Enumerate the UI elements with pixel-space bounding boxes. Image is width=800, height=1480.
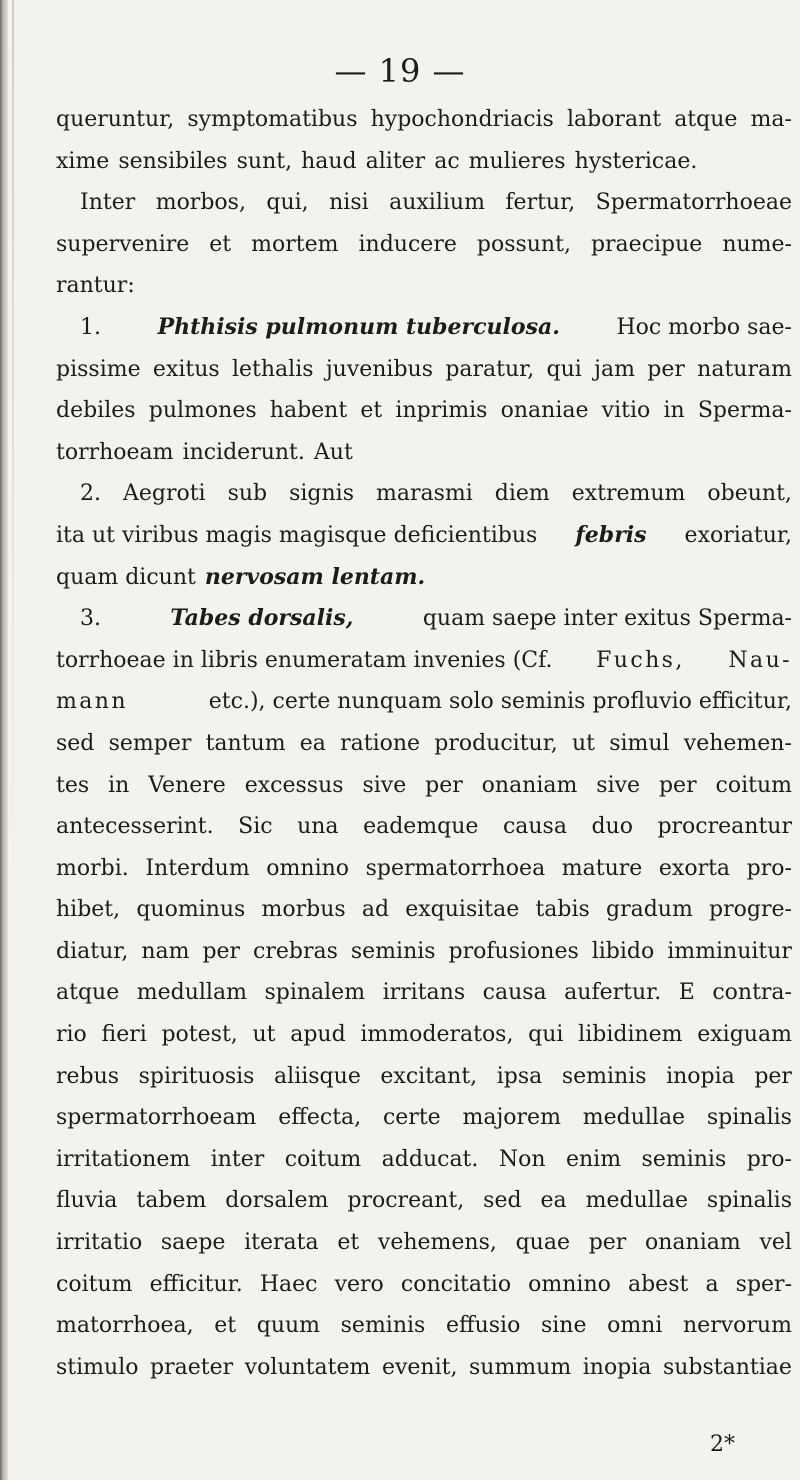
word: contra- [712,980,792,1006]
text-line [56,681,792,723]
word: potest, [161,1022,238,1048]
word: qui, [266,190,309,216]
word: substantiae [662,1354,792,1380]
word: aufertur. [564,980,662,1006]
text-fragment: torrhoeae in libris enumeratam invenies (Cf. [56,647,553,673]
word: sive [596,772,641,798]
word: summum [468,1354,572,1380]
word: exitus [152,356,220,382]
word: hystericae. [574,148,698,174]
word: nam [141,938,190,964]
word: crebras [253,938,338,964]
word: medullae [582,1105,686,1131]
word: irritans [382,980,466,1006]
word: aliter [365,148,426,174]
word: possunt, [476,231,571,257]
word: tabis [535,897,590,923]
text-line [56,931,792,973]
word: jam [594,356,635,382]
word: irritatio [56,1230,143,1256]
word: xime [56,148,110,174]
disease-name: Tabes dorsalis, [170,605,354,632]
text-line [56,972,792,1014]
word: pulmones [148,398,257,424]
text-line [56,99,792,141]
word: omnino [266,855,350,881]
word: inciderunt. [182,439,305,465]
word: et [337,1230,360,1256]
word: fertur, [505,190,576,216]
text-line [56,390,792,432]
word: aliisque [274,1063,361,1089]
text-line [56,432,792,474]
word: sine [540,1313,587,1339]
word: quominus [136,897,246,923]
word: dorsalem [225,1188,329,1214]
text-fragment: ita ut viribus magis magisque deficientibus [56,522,538,548]
word: haud [301,148,357,174]
text-line [56,182,792,224]
word: ratione [340,730,421,756]
word: iterata [244,1230,319,1256]
word: rantur: [56,273,135,299]
text-line [56,848,792,890]
word: ea [299,730,326,756]
word: irritationem [56,1146,191,1172]
word: causa [482,980,547,1006]
word: naturam [697,356,792,382]
word: inducere [358,231,457,257]
word: seminis [340,1313,426,1339]
word: hypochondriacis [370,107,554,132]
text-line [56,723,792,765]
word: morbos, [155,190,246,216]
word: effusio [445,1313,521,1339]
word: supervenire [56,231,190,257]
text-line [56,1180,792,1222]
text-line [56,765,792,807]
text-line [56,1056,792,1098]
text-line [56,141,792,183]
word: queruntur, [56,107,175,132]
word: seminis [561,1063,647,1089]
word: Spermatorrhoeae [595,190,792,216]
word: E [678,980,695,1006]
word: extremum [571,481,686,507]
word: spermatorrhoeam [56,1105,257,1131]
word: libidinem [578,1022,683,1048]
word: pro- [746,855,792,881]
word: sunt, [236,148,293,174]
disease-name: febris [575,521,647,548]
word: Haec [259,1271,318,1297]
text-fragment: quam saepe inter exitus Sperma- [422,606,792,632]
word: voluntatem [244,1354,371,1380]
word: praeter [150,1354,234,1380]
word: una [297,814,339,840]
text-fragment: quam dicunt [56,564,196,590]
word: pro- [746,1146,792,1172]
disease-name: Phthisis pulmonum tuberculosa. [157,313,560,340]
text-line [56,806,792,848]
word: exorta [658,855,731,881]
word: Sic [238,814,273,840]
word: signis [289,481,354,507]
word: habent [269,398,348,424]
word: rio [56,1022,87,1048]
word: qui [528,1022,564,1048]
word: exiguam [697,1022,792,1048]
word: evenit, [381,1354,458,1380]
word: nisi [329,190,369,216]
word: ea [540,1188,567,1214]
word: nervorum [683,1313,792,1339]
word: tantum [205,730,286,756]
text-line [56,265,792,307]
word: et [209,231,232,257]
word: Interdum [145,855,250,881]
word: medullam [136,980,247,1006]
item-number: 1. [80,314,101,340]
word: inopia [666,1063,735,1089]
word: ut [252,1022,276,1048]
word: imminuitur [667,938,792,964]
word: medullae [585,1188,688,1214]
word: procreantur [657,814,792,840]
word: coitum [56,1271,133,1297]
word: seminis [350,938,436,964]
word: in [663,398,685,424]
word: ad [361,897,390,923]
author-name: Nau- [728,647,792,673]
word: stimulo [56,1354,139,1380]
word: inter [210,1146,265,1172]
word: sed [483,1188,522,1214]
word: spirituosis [138,1063,255,1089]
word: per [658,772,697,798]
word: producitur, [434,730,558,756]
word: procreant, [347,1188,465,1214]
word: atque [674,107,738,132]
word: ma- [750,107,792,132]
word: immoderatos, [360,1022,514,1048]
author-name: Fuchs, [596,647,685,673]
signature-mark: 2* [710,1432,735,1457]
word: sed [56,730,95,756]
word: Aegroti [122,481,206,507]
word: spinalis [706,1188,792,1214]
word: per [202,938,241,964]
text-line [56,1347,792,1389]
word: saepe [160,1230,226,1256]
text-line [56,307,792,349]
word: inprimis [395,398,488,424]
word: profusiones [448,938,579,964]
word: torrhoeam [56,439,174,465]
word: certe [382,1105,441,1131]
word: libido [591,938,655,964]
text-line [56,1014,792,1056]
text-line [56,1139,792,1181]
word: exquisitae [405,897,520,923]
word: sensibiles [118,148,228,174]
word: progre- [709,897,792,923]
word: nume- [722,231,792,257]
word: efficitur. [149,1271,243,1297]
word: inopia [582,1354,652,1380]
word: diem [494,481,550,507]
word: excessus [244,772,344,798]
word: sub [227,481,268,507]
word: onaniae [500,398,589,424]
word: Aut [313,439,353,465]
word: mulieres [468,148,566,174]
word: adducat. [381,1146,479,1172]
word: semper [108,730,192,756]
word: fieri [101,1022,147,1048]
word: ac [434,148,460,174]
text-line [56,598,792,640]
text-fragment: etc.), certe nunquam solo seminis profluvio efficitur, [208,689,792,715]
word: juvenibus [325,356,434,382]
word: sive [362,772,407,798]
word: marasmi [375,481,473,507]
word: vel [759,1230,792,1256]
word: 2. [80,481,101,507]
word: paratur, [445,356,535,382]
text-fragment: exoriatur, [684,522,792,548]
page-binding-shadow [12,0,14,900]
word: fluvia [56,1188,118,1214]
word: majorem [462,1105,561,1131]
text-line [56,1305,792,1347]
word: abest [627,1271,689,1297]
word: vero [334,1271,384,1297]
word: effecta, [278,1105,362,1131]
word: onaniam [645,1230,741,1256]
text-line [56,557,792,599]
word: seminis [641,1146,727,1172]
text-line [56,224,792,266]
word: lethalis [231,356,314,382]
word: mature [561,855,643,881]
word: ut [571,730,595,756]
word: atque [56,980,120,1006]
word: sper- [735,1271,792,1297]
item-number: 3. [80,606,101,632]
word: causa [502,814,567,840]
word: Sperma- [697,398,792,424]
word: hibet, [56,897,121,923]
word: in [108,772,130,798]
text-fragment: Hoc morbo sae- [616,314,792,340]
word: Venere [148,772,226,798]
word: coitum [284,1146,362,1172]
word: mortem [251,231,339,257]
word: per [647,356,685,382]
text-line [56,1097,792,1139]
text-line [56,1222,792,1264]
word: Non [498,1146,546,1172]
word: per [588,1230,627,1256]
body-text [56,99,792,1388]
page-number: — 19 — [334,52,466,90]
word: Inter [80,190,136,216]
word: tes [56,772,90,798]
word: per [425,772,463,798]
word: eademque [363,814,479,840]
word: et [360,398,383,424]
word: enim [565,1146,622,1172]
word: tabem [136,1188,207,1214]
word: vitio [601,398,651,424]
word: onaniam [481,772,578,798]
word: praecipue [590,231,703,257]
word: per [754,1063,792,1089]
word: diatur, [56,938,129,964]
word: quae [515,1230,570,1256]
word: spermatorrhoea [365,855,546,881]
word: duo [591,814,633,840]
word: morbus [261,897,346,923]
word: pissime [56,356,141,382]
word: debiles [56,398,136,424]
word: spinalis [706,1105,792,1131]
word: quum [256,1313,321,1339]
text-line [56,889,792,931]
word: morbi. [56,855,129,881]
text-line [56,515,792,557]
text-line [56,473,792,515]
word: apud [290,1022,346,1048]
word: gradum [606,897,693,923]
word: a [705,1271,719,1297]
author-name: mann [56,689,128,715]
word: auxilium [389,190,485,216]
disease-name: nervosam lentam. [204,563,426,590]
word: omnino [528,1271,611,1297]
word: qui [546,356,582,382]
word: laborant [566,107,662,132]
page-binding-edge [0,0,8,1480]
word: et [214,1313,237,1339]
word: symptomatibus [187,107,358,132]
text-line [56,640,792,682]
word: excitant, [380,1063,478,1089]
word: vehemens, [377,1230,497,1256]
word: spinalem [264,980,366,1006]
word: antecesserint. [56,814,214,840]
word: simul [609,730,670,756]
text-line [56,1264,792,1306]
word: matorrhoea, [56,1313,194,1339]
word: vehemen- [683,730,792,756]
word: omni [607,1313,663,1339]
word: rebus [56,1063,120,1089]
text-line [56,349,792,391]
word: ipsa [496,1063,543,1089]
word: obeunt, [707,481,792,507]
word: concitatio [400,1271,512,1297]
word: coitum [715,772,792,798]
